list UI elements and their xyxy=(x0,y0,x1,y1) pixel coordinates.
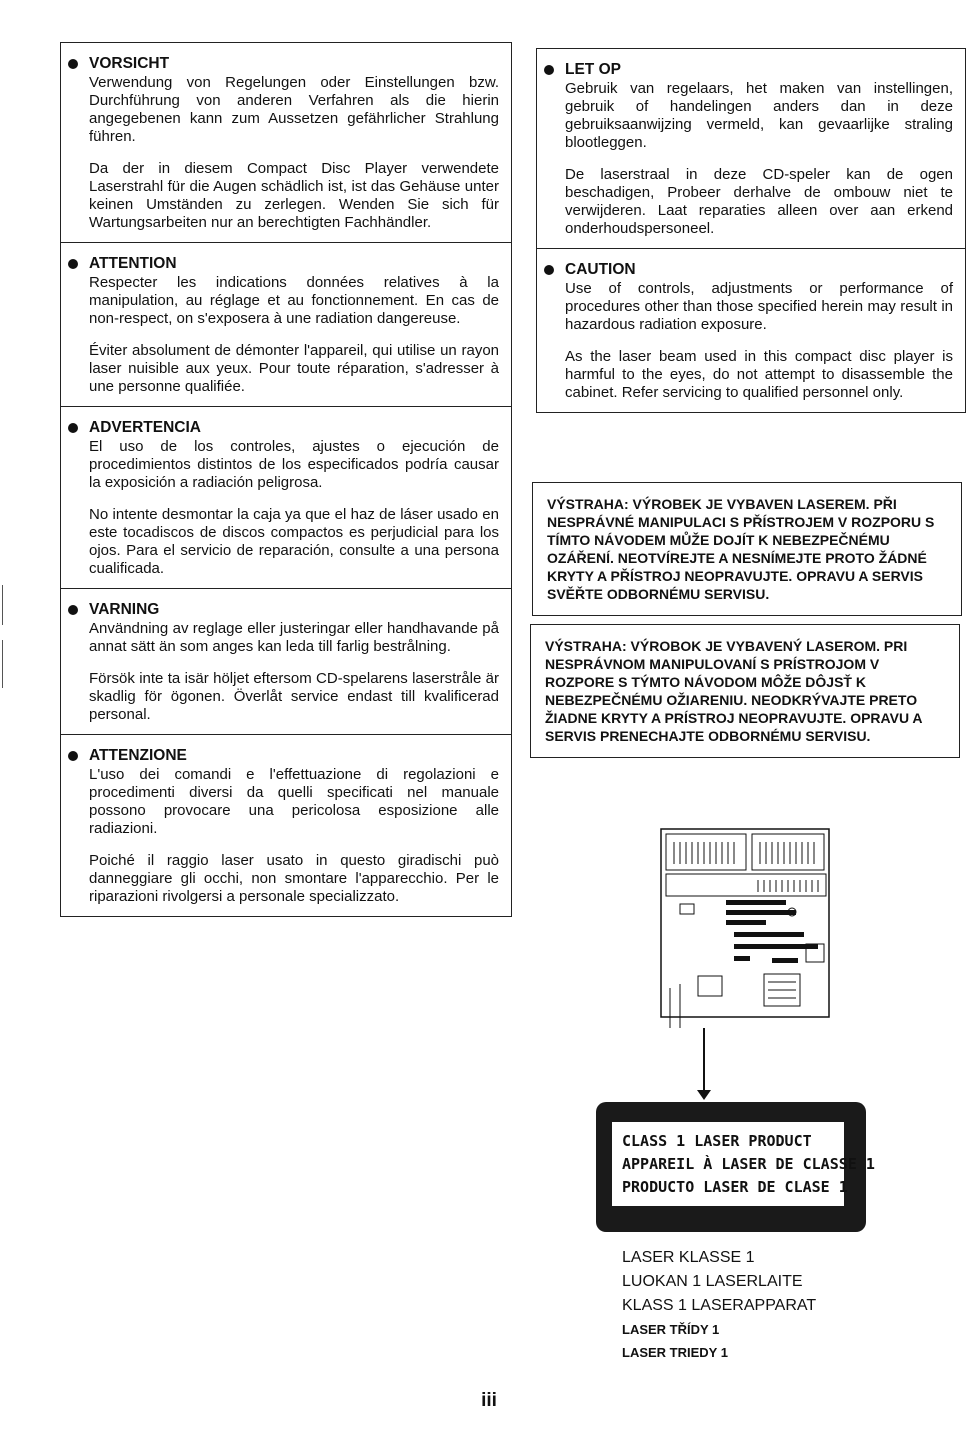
class-line: LUOKAN 1 LASERLAITE xyxy=(622,1273,803,1290)
class-line: KLASS 1 LASERAPPARAT xyxy=(622,1297,817,1314)
warning-section-es xyxy=(61,407,511,589)
warning-section-sv xyxy=(61,589,511,735)
czech-laser-notice: VÝSTRAHA: VÝROBEK JE VYBAVEN LASEREM. PŘI NESPRÁVNÉ MANIPULACI S PŘÍSTROJEM V ROZPORU S TÍMTO NÁVODEM MŮŽE DOJÍT K NEBEZPEČNÉMU OZÁŘENÍ. NEOTVÍREJTE A NESNÍMEJTE PROTO ŽÁDNÉ KRYTY A PŘÍSTROJ NEOPRAVUJTE. OPRAVU A SERVIS SVĚŘTE ODBORNÉMU SERVISU. xyxy=(532,482,962,616)
laser-label-line: CLASS 1 LASER PRODUCT xyxy=(622,1132,812,1150)
warning-section-fr xyxy=(61,243,511,407)
section-paragraph: De laserstraal in deze CD-speler kan de ogen beschadigen, Probeer derhalve de ombouw niet te verwijderen. Laat reparaties alleen over aan erkend onderhoudspersoneel. xyxy=(565,166,953,237)
section-paragraph: Verwendung von Regelungen oder Einstellungen bzw. Durchführung von anderen Verfahren als die hierin angegebenen kann zum Aussetzen gefährlicher Strahlung führen. xyxy=(89,74,499,145)
section-heading: LET OP xyxy=(565,61,953,79)
section-paragraph: El uso de los controles, ajustes o ejecución de procedimientos distintos de los especificados podría causar la exposición a radiación peligrosa. xyxy=(89,438,499,491)
margin-tick xyxy=(2,585,3,625)
section-paragraph: Användning av reglage eller justeringar eller handhavande på annat sätt än som anges kan leda till farlig bestrålning. xyxy=(89,620,499,655)
section-heading: ADVERTENCIA xyxy=(89,419,499,437)
section-paragraph: Da der in diesem Compact Disc Player verwendete Laserstrahl für die Augen schädlich ist, ist das Gehäuse unter keinen Umständen zu zerlegen. Wenden Sie sich für Wartungsarbeiten nur an berechtigten Fachhändler. xyxy=(89,160,499,231)
laser-product-label xyxy=(612,1122,875,1206)
class-line-small: LASER TRIEDY 1 xyxy=(622,1345,728,1360)
section-heading: VORSICHT xyxy=(89,55,499,73)
section-paragraph: As the laser beam used in this compact disc player is harmful to the eyes, do not attempt to disassemble the cabinet. Refer servicing to qualified personnel only. xyxy=(565,348,953,401)
section-paragraph: Gebruik van regelaars, het maken van instellingen, gebruik of handelingen anders dan in deze gebruiksaanwijzing vermeld, kan gevaarlijke straling blootleggen. xyxy=(565,80,953,151)
section-paragraph: Éviter absolument de démonter l'appareil, qui utilise un rayon laser nuisible aux yeux. Pour toute réparation, s'adresser à une personne qualifiée. xyxy=(89,342,499,395)
laser-label-line: PRODUCTO LASER DE CLASE 1 xyxy=(622,1178,848,1196)
left-warning-box xyxy=(60,42,512,917)
laser-class-list xyxy=(622,1246,816,1364)
class-line: LASER KLASSE 1 xyxy=(622,1249,755,1266)
section-heading: ATTENZIONE xyxy=(89,747,499,765)
section-heading: ATTENTION xyxy=(89,255,499,273)
slovak-laser-notice: VÝSTRAHA: VÝROBOK JE VYBAVENÝ LASEROM. PRI NESPRÁVNOM MANIPULOVANÍ S PRÍSTROJOM V ROZPORE S TÝMTO NÁVODOM MÔŽE DÔJSŤ K NEBEZPEČNÉMU OŽIARENIU. NEODKRÝVAJTE PRETO ŽIADNE KRYTY A PRÍSTROJ NEOPRAVUJTE. OPRAVU A SERVIS PRENECHAJTE ODBORNÉMU SERVISU. xyxy=(530,624,960,758)
class-line-small: LASER TŘÍDY 1 xyxy=(622,1322,720,1337)
margin-tick xyxy=(2,640,3,688)
section-paragraph: Poiché il raggio laser usato in questo giradischi può danneggiare gli occhi, non smontare l'apparecchio. Per le riparazioni rivolgersi a personale specializzato. xyxy=(89,852,499,905)
pointer-arrow-line xyxy=(703,1028,705,1096)
warning-section-en xyxy=(537,249,965,412)
warning-section-it xyxy=(61,735,511,916)
device-rear-panel-illustration xyxy=(660,828,832,1028)
laser-label-line: APPAREIL À LASER DE CLASSE 1 xyxy=(622,1155,875,1173)
page-number: iii xyxy=(481,1390,497,1411)
section-heading: VARNING xyxy=(89,601,499,619)
section-heading: CAUTION xyxy=(565,261,953,279)
warning-section-de xyxy=(61,43,511,243)
warning-section-nl xyxy=(537,49,965,249)
section-paragraph: Respecter les indications données relatives à la manipulation, au réglage et au fonctionnement. En cas de non-respect, on s'exposera à une radiation dangereuse. xyxy=(89,274,499,327)
section-paragraph: Use of controls, adjustments or performance of procedures other than those specified herein may result in hazardous radiation exposure. xyxy=(565,280,953,333)
section-paragraph: Försök inte ta isär höljet eftersom CD-spelarens laserstråle är skadlig för ögonen. Överlåt service endast till kvalificerad personal. xyxy=(89,670,499,723)
section-paragraph: No intente desmontar la caja ya que el haz de láser usado en este tocadiscos de discos compactos es perjudicial para los ojos. Para el servicio de reparación, consulte a una persona cualificada. xyxy=(89,506,499,577)
pointer-arrow-head xyxy=(697,1090,711,1100)
right-warning-box xyxy=(536,48,966,413)
section-paragraph: L'uso dei comandi e l'effettuazione di regolazioni e procedimenti diversi da quelli specificati nel manuale possono provocare una pericolosa esposizione alle radiazioni. xyxy=(89,766,499,837)
